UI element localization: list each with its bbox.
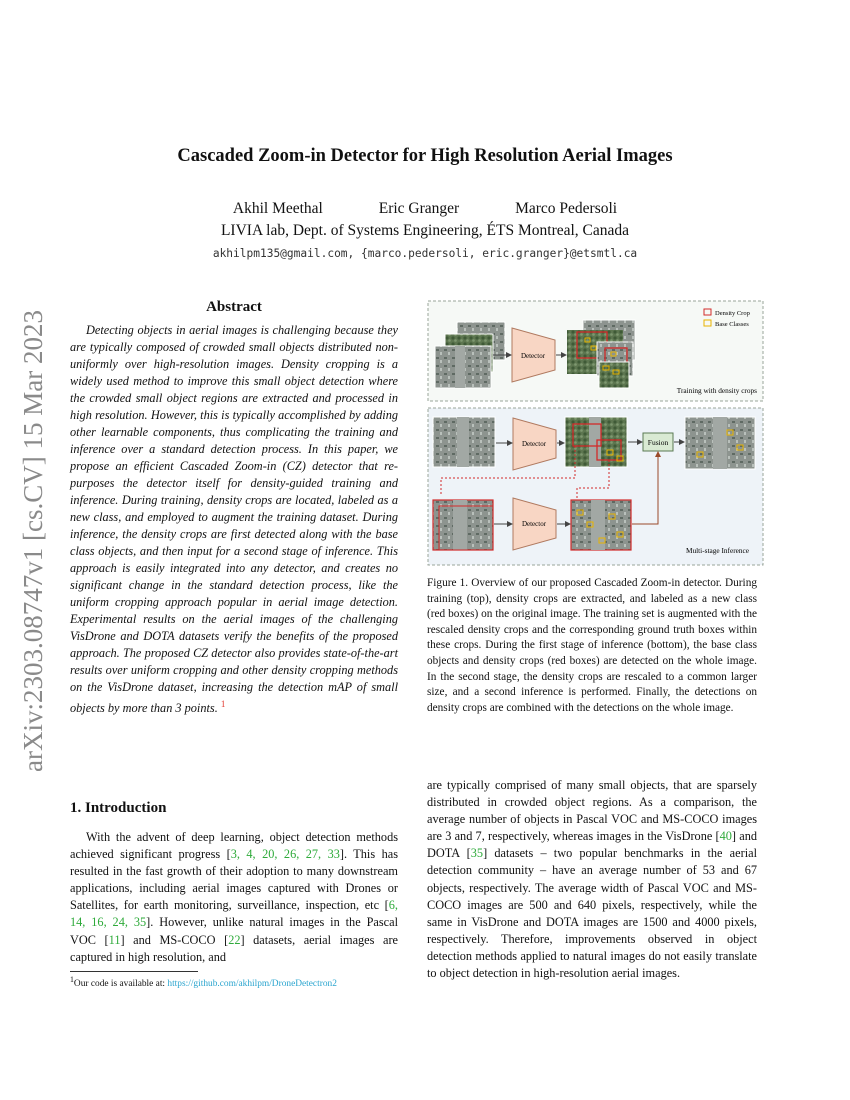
footnote-text: Our code is available at: (73, 979, 168, 990)
abstract-body (70, 322, 398, 717)
author-list (0, 200, 850, 218)
fusion-label: Fusion (647, 438, 669, 447)
figure-caption: Figure 1. Overview of our proposed Cascaded Zoom-in detector. During training (top), density crops are extracted, and labeled as a new class (red boxes) on the original image. The training set is augmented with the rescaled density crops and the corresponding ground truth boxes within these crops. During the first stage of inference (bottom), the base class objects and density crops (red boxes) are detected on the whole image. In the second stage, the density crops are rescaled to a common larger size, and a second inference is performed. Finally, the detections on density crops are combined with the detections on the whole image. (427, 577, 757, 714)
arxiv-identifier (8, 290, 52, 790)
inference-label: Multi-stage Inference (685, 546, 749, 555)
citation-link[interactable]: 6, 14, 16, 24, 35 (70, 898, 398, 930)
intro-text: ] datasets, aerial images are captured in high resolution, and (70, 932, 399, 964)
intro-text: ]. However, unlike natural images in the Pascal VOC [ (70, 915, 398, 947)
author-name: Marco Pedersoli (515, 200, 618, 217)
intro-paragraph (70, 829, 398, 966)
training-label: Training with density crops (676, 386, 757, 395)
footnote-reference[interactable]: 1 (220, 699, 226, 709)
footnote-mark: 1 (70, 975, 74, 984)
detector-label: Detector (520, 352, 546, 360)
detector-label: Detector (521, 440, 547, 448)
author-name: Akhil Meethal (232, 200, 323, 217)
footnote (70, 975, 410, 989)
author-emails: akhilpm135@gmail.com, {marco.pedersoli, eric.granger}@etsmtl.ca (212, 247, 638, 260)
intro-text: With the advent of deep learning, object detection methods achieved significant progress [ (70, 830, 398, 862)
crop-detections (571, 500, 631, 550)
section-heading-introduction: 1. Introduction (70, 800, 167, 816)
intro-paragraph-continued (427, 777, 757, 982)
citation-link[interactable]: 40 (719, 829, 732, 844)
abstract-text: Detecting objects in aerial images is challenging because they are typically composed of crowded small objects distributed non-uniformly over high-resolution images. Density cropping is a widely used method to improve this small object detection where the crowded small object regions are extracted and processed in high resolution. However, this is typically accomplished by adding other learnable components, thus complicating the training and inference over a standard detection process. In this paper, we propose an efficient Cascaded Zoom-in (CZ) detector that re-purposes the detector itself for density-guided training and inference. During training, density crops are located, labeled as a new class, and employed to augment the training dataset. During inference, the density crops are first detected along with the base class objects, and then input for a second stage of inference. This approach is easily integrated into any detector, and creates no significant change in the standard detection process, like the uniform cropping approach popular in aerial image detection. Experimental results on the aerial images of the challenging VisDrone and DOTA datasets verify the benefits of the proposed approach. The proposed CZ detector also provides state-of-the-art results over uniform cropping and other density cropping methods on the VisDrone dataset, increasing the detection mAP of small objects by more than 3 points. (70, 323, 398, 716)
intro-text: ] datasets – two popular benchmarks in the aerial detection community – have an average number of 53 and 67 objects, respectively. The average width of Pascal VOC and MS-COCO images are 500 and 640 pixels, respectively, while the same in VisDrone and DOTA images are 1500 and 4000 pixels, respectively. Therefore, improvements observed in object detection methods applied to natural images do not easily translate to object detection in high-resolution aerial images. (427, 846, 757, 981)
intro-text: are typically comprised of many small objects, that are sparsely distributed in crowded object regions. As a comparison, the average number of objects in Pascal VOC and MS-COCO images are 3 and 7, respectively, whereas images in the VisDrone [ (427, 778, 757, 844)
paper-title: Cascaded Zoom-in Detector for High Resolution Aerial Images (177, 146, 673, 166)
footnote-divider (70, 971, 198, 972)
legend-base-classes: Base Classes (715, 321, 749, 328)
arxiv-identifier-text: arXiv:2303.08747v1 [cs.CV] 15 Mar 2023 (18, 310, 48, 772)
figure-overview (427, 300, 764, 566)
figure-diagram (427, 300, 764, 566)
density-crop-images (433, 500, 493, 550)
citation-link[interactable]: 35 (470, 846, 484, 861)
affiliation: LIVIA lab, Dept. of Systems Engineering, ÉTS Montreal, Canada (220, 222, 630, 239)
abstract-heading: Abstract (206, 299, 262, 315)
intro-text: ] and DOTA [ (427, 829, 757, 861)
citation-link[interactable]: 11 (108, 932, 121, 947)
citation-link[interactable]: 3, 4, 20, 26, 27, 33 (230, 847, 340, 862)
intro-text: ]. This has resulted in the fast growth of their adoption to many downstream applications, including aerial images captured with Drones or Satellites, for earth monitoring, surveillance, inspection, etc [ (70, 847, 398, 913)
code-repository-link[interactable]: https://github.com/akhilpm/DroneDetectron2 (167, 979, 337, 990)
detector-label: Detector (521, 520, 547, 528)
legend-density-crop: Density Crop (715, 310, 750, 317)
author-name: Eric Granger (378, 200, 460, 217)
citation-link[interactable]: 22 (228, 932, 241, 947)
intro-text: ] and MS-COCO [ (120, 932, 229, 947)
